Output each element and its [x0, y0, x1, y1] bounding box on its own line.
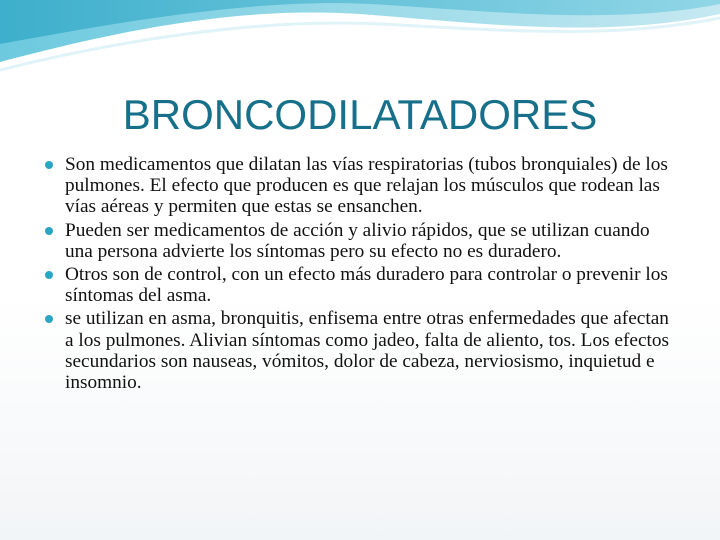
- bullet-text: Pueden ser medicamentos de acción y alivio rápidos, que se utilizan cuando una persona advierte los síntomas pero su efecto no es duradero.: [65, 219, 650, 262]
- bullet-item: [44, 264, 680, 306]
- bullet-item: [44, 154, 680, 218]
- bullet-text: se utilizan en asma, bronquitis, enfisema entre otras enfermedades que afectan a los pulmones. Alivian síntomas como jadeo, falta de aliento, tos. Los efectos secundarios son nauseas, vómitos, dolor de cabeza, nerviosismo, inquietud e insomnio.: [65, 308, 670, 394]
- header-wave-decoration: [0, 0, 720, 90]
- bullet-dot-icon: [45, 227, 53, 235]
- bullet-dot-icon: [45, 161, 53, 169]
- bullet-item: [44, 308, 680, 393]
- bullet-dot-icon: [45, 315, 53, 323]
- bullet-list: [44, 154, 680, 395]
- bullet-text: Son medicamentos que dilatan las vías respiratorias (tubos bronquiales) de los pulmones. El efecto que producen es que relajan los músculos que rodean las vías aéreas y permiten que estas se ensanchen.: [65, 154, 668, 218]
- bullet-item: [44, 220, 680, 262]
- bullet-text: Otros son de control, con un efecto más duradero para controlar o prevenir los síntomas del asma.: [65, 264, 668, 307]
- bullet-dot-icon: [45, 271, 53, 279]
- slide-title: BRONCODILATADORES: [122, 91, 598, 138]
